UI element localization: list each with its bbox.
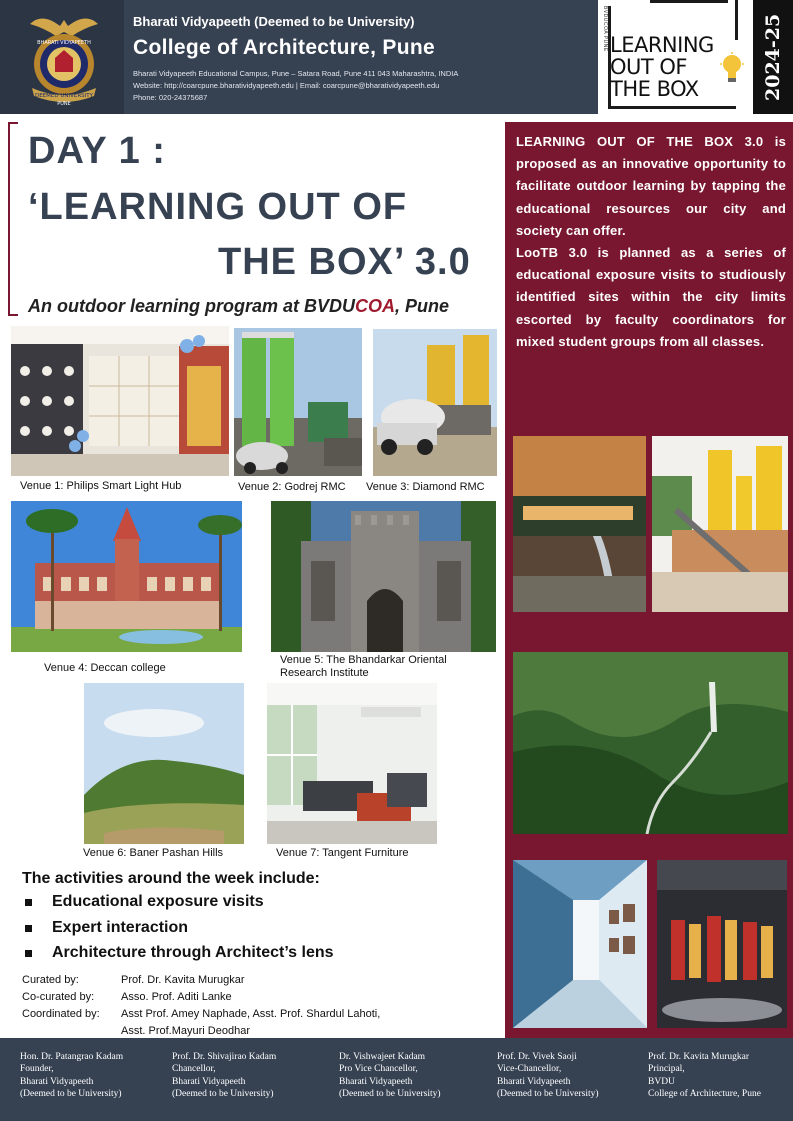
svg-text:BHARATI VIDYAPEETH: BHARATI VIDYAPEETH [37, 40, 91, 46]
credit-coordinated-cont: Asst. Prof.Mayuri Deodhar [121, 1025, 250, 1037]
footer-principal: Prof. Dr. Kavita Murugkar Principal, BVDU College of Architecture, Pune [648, 1052, 761, 1099]
venue-5-caption: Venue 5: The Bhandarkar Oriental Research Institute [280, 654, 447, 679]
list-item: Architecture through Architect’s lens [22, 944, 334, 970]
footer-pro-vice-chancellor: Dr. Vishwajeet Kadam Pro Vice Chancellor, Bharati Vidyapeeth (Deemed to be University) [339, 1052, 441, 1099]
institution-name: Bharati Vidyapeeth (Deemed to be University) [133, 14, 415, 29]
activities-list [22, 893, 334, 970]
credit-curated: Curated by: Prof. Dr. Kavita Murugkar [22, 974, 245, 986]
lightbulb-icon [720, 52, 744, 86]
list-item: Expert interaction [22, 919, 334, 945]
waterfall-photo [513, 652, 788, 834]
college-phone: Phone: 020-24375687 [133, 93, 208, 102]
program-description [516, 131, 786, 353]
svg-text:PUNE: PUNE [57, 101, 71, 106]
college-web-email: Website: http://coarcpune.bharatividyapeeth.edu | Email: coarcpune@bharatividyapeeth.edu [133, 81, 440, 90]
list-item: Educational exposure visits [22, 893, 334, 919]
program-title-line-2: THE BOX’ 3.0 [218, 241, 471, 283]
program-subtitle: An outdoor learning program at BVDUCOA, Pune [28, 296, 450, 316]
venue-5-photo [271, 501, 496, 652]
venue-6-photo [84, 683, 244, 844]
lootb-logo [598, 0, 753, 114]
program-title-line-1: ‘LEARNING OUT OF [28, 186, 408, 228]
venue-4-photo [11, 501, 242, 652]
university-emblem [22, 10, 106, 106]
venue-7-photo [267, 683, 437, 844]
description-paragraph-1: LEARNING OUT OF THE BOX 3.0 is proposed as an innovative opportunity to facilitate outdoor learning by tapping the educational resources our city and society can offer. [516, 134, 786, 238]
venue-1-photo [11, 326, 229, 476]
title-bracket [8, 122, 18, 316]
academic-year: 2024-25 [762, 13, 784, 101]
footer-vice-chancellor: Prof. Dr. Vivek Saoji Vice-Chancellor, Bharati Vidyapeeth (Deemed to be University) [497, 1052, 599, 1099]
year-band [753, 0, 793, 114]
page-header [0, 0, 793, 114]
venue-2-caption: Venue 2: Godrej RMC [238, 481, 346, 493]
college-address: Bharati Vidyapeeth Educational Campus, Pune – Satara Road, Pune 411 043 Maharashtra, INDIA [133, 69, 459, 78]
day-heading: DAY 1 : [28, 130, 166, 172]
lootb-logo-text: LEARNING OUT OF THE BOX [610, 33, 714, 101]
gallery-corridor-photo [513, 860, 647, 1028]
svg-text:DEEMED UNIVERSITY: DEEMED UNIVERSITY [34, 93, 94, 99]
resort-photo [513, 436, 646, 612]
venue-7-caption: Venue 7: Tangent Furniture [276, 847, 409, 859]
venue-4-caption: Venue 4: Deccan college [44, 662, 166, 674]
credit-co-curated: Co-curated by: Asso. Prof. Aditi Lanke [22, 991, 232, 1003]
page-footer [0, 1038, 793, 1121]
venue-1-caption: Venue 1: Philips Smart Light Hub [20, 480, 182, 492]
venue-3-photo [373, 329, 497, 476]
footer-founder: Hon. Dr. Patangrao Kadam Founder, Bharati Vidyapeeth (Deemed to be University) [20, 1052, 124, 1099]
rmc-plant-photo [652, 436, 788, 612]
logo-area [0, 0, 124, 114]
activities-heading: The activities around the week include: [22, 870, 320, 887]
venue-6-caption: Venue 6: Baner Pashan Hills [83, 847, 224, 859]
lootb-vertical-text: BVDUCOA PUNE [602, 6, 608, 52]
footer-chancellor: Prof. Dr. Shivajirao Kadam Chancellor, Bharati Vidyapeeth (Deemed to be University) [172, 1052, 277, 1099]
venue-2-photo [234, 328, 362, 476]
description-paragraph-2: LooTB 3.0 is planned as a series of educational exposure visits to studiously identified sites within the city limits escorted by faculty coordinators for mixed student groups from all classes. [516, 245, 786, 349]
credit-coordinated: Coordinated by: Asst Prof. Amey Naphade, Asst. Prof. Shardul Lahoti, [22, 1008, 381, 1020]
venue-3-caption: Venue 3: Diamond RMC [366, 481, 485, 493]
college-name: College of Architecture, Pune [133, 36, 435, 59]
museum-exhibit-photo [657, 860, 787, 1028]
